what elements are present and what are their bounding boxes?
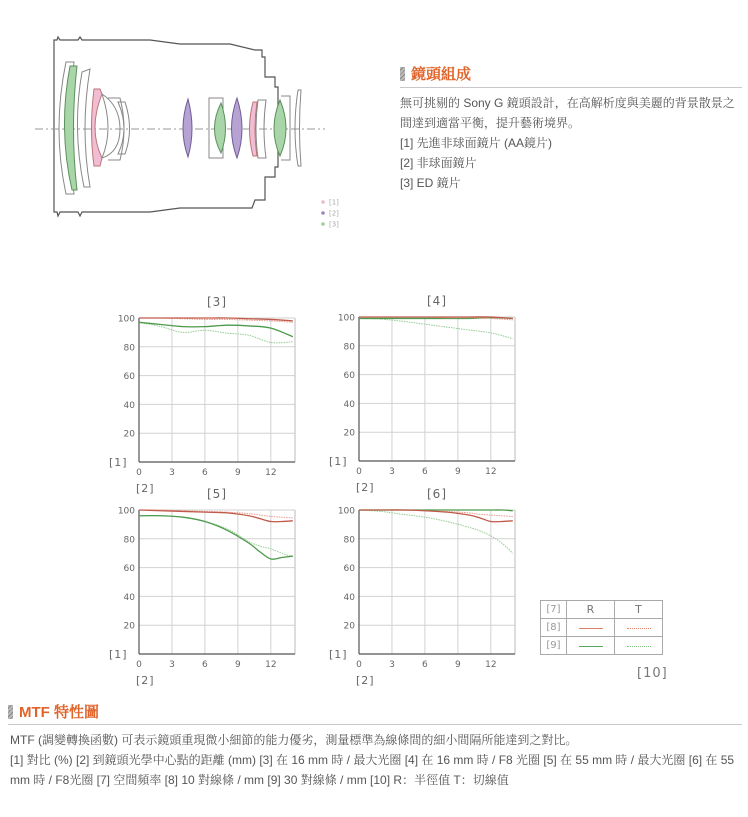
key-header-r: R	[567, 601, 615, 619]
lens-section-body	[400, 93, 745, 193]
mtf-chart-4	[329, 290, 549, 500]
ed-lens-2	[215, 103, 226, 153]
lens-section-divider	[400, 87, 742, 88]
x-tick-label: 12	[265, 660, 277, 670]
key-solid-line-red	[579, 628, 603, 629]
mtf-key-table	[540, 600, 663, 655]
y-tick-label: 80	[123, 535, 135, 546]
y-tick-label: 40	[343, 399, 355, 410]
key-header-row	[541, 601, 663, 619]
lens-section-heading	[400, 63, 471, 84]
lens-item: [3] ED 鏡片	[400, 176, 461, 190]
ed-lens-1	[64, 66, 77, 190]
x-tick-label: 3	[389, 467, 395, 477]
y-tick-label: 40	[123, 400, 135, 411]
series-line	[139, 322, 293, 336]
key-footnote: [10]	[637, 666, 668, 681]
lens-construction-diagram	[30, 32, 350, 232]
x-tick-label: 6	[422, 660, 428, 670]
x-tick-label: 0	[136, 660, 142, 670]
key-header-t: T	[615, 601, 663, 619]
x-tick-label: 0	[356, 660, 362, 670]
lens-section-title: 鏡頭組成	[411, 66, 472, 83]
x-tick-label: 3	[389, 660, 395, 670]
heading-bar-icon	[8, 705, 13, 719]
lens-description-line1: 無可挑剔的 Sony G 鏡頭設計，在高解析度與美麗的背景散景之	[400, 96, 735, 110]
x-axis-label: [2]	[356, 674, 375, 687]
x-tick-label: 0	[136, 468, 142, 478]
y-tick-label: 100	[337, 506, 355, 517]
mtf-description: MTF (調變轉換函數) 可表示鏡頭重現微小細節的能力優劣，測量標準為線條間的細小間隔所能達到之對比。	[10, 733, 578, 747]
x-axis-label: [2]	[136, 482, 155, 495]
lens-item: [2] 非球面鏡片	[400, 156, 477, 170]
y-tick-label: 20	[123, 621, 135, 632]
key-header-freq: [7]	[541, 601, 567, 619]
mtf-legend-line1: [1] 對比 (%) [2] 到鏡頭光學中心點的距離 (mm) [3] 在 16 mm 時 / 最大光圈 [4] 在 16 mm 時 / F8 光圈 [5] 在 55 mm 時 / 最大光圈 [6] 在 55	[10, 753, 735, 767]
diagram-legend	[321, 199, 339, 229]
y-tick-label: 20	[343, 428, 355, 439]
x-tick-label: 6	[202, 660, 208, 670]
diagram-legend-2: [2]	[329, 209, 339, 218]
x-tick-label: 9	[235, 468, 241, 478]
y-tick-label: 80	[123, 343, 135, 354]
series-line	[359, 510, 513, 553]
mtf-section-title: MTF 特性圖	[19, 704, 99, 721]
key-row-label: [9]	[541, 637, 567, 655]
lens-diagram-svg	[30, 32, 350, 232]
x-tick-label: 12	[485, 660, 497, 670]
chart-title: [5]	[207, 487, 227, 501]
key-row-30lp	[541, 637, 663, 655]
diagram-legend-1: [1]	[329, 198, 339, 207]
ed-lens-3	[274, 100, 286, 156]
mtf-section-body	[10, 730, 745, 790]
x-tick-label: 0	[356, 467, 362, 477]
x-tick-label: 6	[202, 468, 208, 478]
mtf-chart-3	[105, 290, 325, 500]
aa-lens-1	[92, 89, 103, 166]
key-solid-line-green	[579, 646, 603, 647]
y-tick-label: 80	[343, 535, 355, 546]
x-tick-label: 9	[455, 660, 461, 670]
x-tick-label: 9	[455, 467, 461, 477]
y-tick-label: 60	[123, 372, 135, 383]
x-tick-label: 3	[169, 468, 175, 478]
key-row-10lp	[541, 619, 663, 637]
x-tick-label: 9	[235, 660, 241, 670]
mtf-section-divider	[8, 724, 742, 725]
asph-lens-2	[232, 98, 243, 158]
chart-title: [6]	[427, 487, 447, 501]
y-tick-label: 40	[343, 592, 355, 603]
key-dotted-line-green	[627, 646, 651, 647]
x-tick-label: 3	[169, 660, 175, 670]
y-tick-label: 60	[343, 371, 355, 382]
lens-item: [1] 先進非球面鏡片 (AA鏡片)	[400, 136, 553, 150]
series-line	[139, 516, 293, 560]
x-tick-label: 12	[265, 468, 277, 478]
mtf-legend-line2: mm 時 / F8光圈 [7] 空間頻率 [8] 10 對線條 / mm [9] 30 對線條 / mm [10] R：半徑值 T：切線值	[10, 773, 509, 787]
series-line	[359, 318, 513, 338]
heading-bar-icon	[400, 67, 405, 81]
x-tick-label: 6	[422, 467, 428, 477]
y-tick-label: 60	[343, 564, 355, 575]
y-tick-label: 60	[123, 564, 135, 575]
y-tick-label: 20	[123, 429, 135, 440]
key-dotted-line-red	[627, 628, 651, 629]
y-axis-label: [1]	[109, 648, 128, 661]
y-tick-label: 100	[117, 314, 135, 325]
chart-title: [4]	[427, 294, 447, 308]
y-tick-label: 80	[343, 342, 355, 353]
mtf-chart-5	[105, 487, 325, 697]
chart-title: [3]	[207, 295, 227, 309]
x-axis-label: [2]	[136, 674, 155, 687]
y-tick-label: 40	[123, 592, 135, 603]
y-axis-label: [1]	[109, 456, 128, 469]
asph-lens-1	[183, 99, 192, 157]
y-tick-label: 20	[343, 621, 355, 632]
diagram-legend-3: [3]	[329, 220, 339, 229]
y-axis-label: [1]	[329, 648, 348, 661]
y-axis-label: [1]	[329, 455, 348, 468]
mtf-section-heading	[8, 701, 99, 722]
key-row-label: [8]	[541, 619, 567, 637]
y-tick-label: 100	[337, 313, 355, 324]
x-axis-label: [2]	[356, 481, 375, 494]
y-tick-label: 100	[117, 506, 135, 517]
x-tick-label: 12	[485, 467, 497, 477]
lens-description-line2: 間達到適當平衡，提升藝術境界。	[400, 116, 581, 130]
mtf-chart-6	[329, 487, 549, 697]
